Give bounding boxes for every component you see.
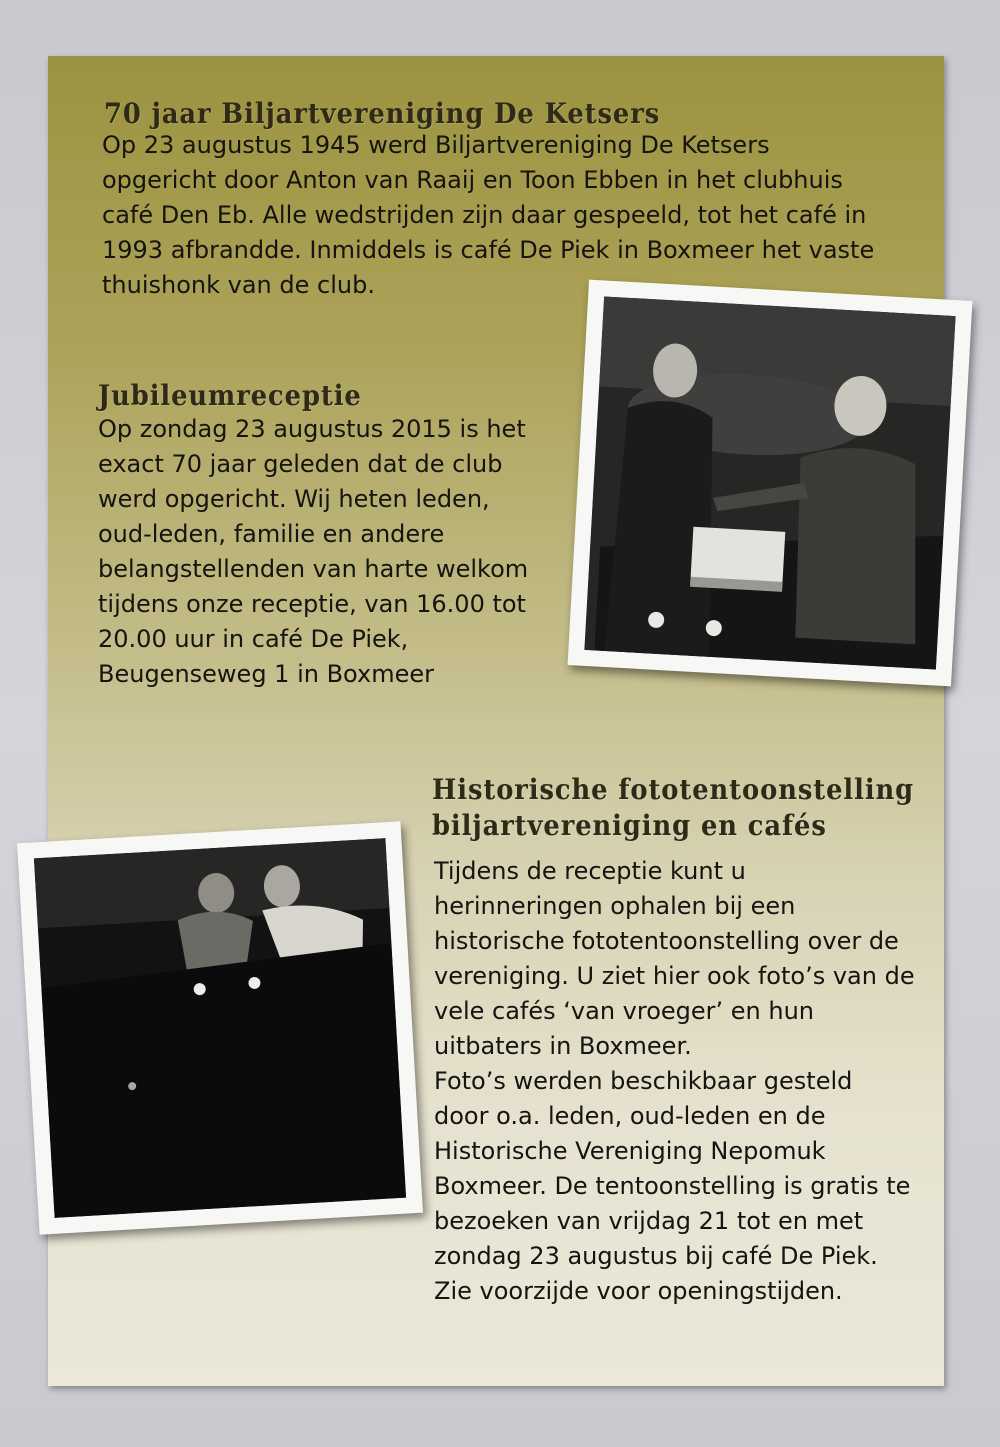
billiards-scene-illustration	[34, 838, 406, 1218]
text-line: werd opgericht. Wij heten leden,	[98, 485, 490, 513]
text-line: zondag 23 augustus bij café De Piek.	[434, 1242, 878, 1270]
section-text-exhibition	[434, 854, 915, 1309]
text-line: Tijdens de receptie kunt u	[434, 857, 746, 885]
photo-billiards	[17, 821, 423, 1234]
text-line: Op zondag 23 augustus 2015 is het	[98, 415, 526, 443]
text-line: belangstellenden van harte welkom	[98, 555, 529, 583]
section-title-exhibition	[432, 772, 914, 844]
text-line: herinneringen ophalen bij een	[434, 892, 796, 920]
section-text-anniversary	[102, 128, 874, 303]
text-line: exact 70 jaar geleden dat de club	[98, 450, 503, 478]
text-line: uitbaters in Boxmeer.	[434, 1032, 692, 1060]
text-line: Boxmeer. De tentoonstelling is gratis te	[434, 1172, 911, 1200]
photo-handshake-image	[584, 296, 955, 669]
text-line: café Den Eb. Alle wedstrijden zijn daar gespeeld, tot het café in	[102, 201, 867, 229]
section-text-reception	[98, 412, 528, 692]
text-line: Op 23 augustus 1945 werd Biljartvereniging De Ketsers	[102, 131, 770, 159]
section-title-anniversary: 70 jaar Biljartvereniging De Ketsers	[104, 97, 661, 130]
section-title-reception: Jubileumreceptie	[98, 379, 362, 412]
text-line: historische fototentoonstelling over de	[434, 927, 899, 955]
text-line: oud-leden, familie en andere	[98, 520, 445, 548]
photo-billiards-image	[34, 838, 406, 1218]
text-line: Foto’s werden beschikbaar gesteld	[434, 1067, 853, 1095]
section-title-exhibition-line2: biljartvereniging en cafés	[432, 809, 827, 842]
text-line: Beugenseweg 1 in Boxmeer	[98, 660, 434, 688]
text-line: vereniging. U ziet hier ook foto’s van de	[434, 962, 915, 990]
text-line: Zie voorzijde voor openingstijden.	[434, 1277, 843, 1305]
text-line: thuishonk van de club.	[102, 271, 375, 299]
text-line: bezoeken van vrijdag 21 tot en met	[434, 1207, 864, 1235]
section-title-exhibition-line1: Historische fototentoonstelling	[432, 773, 915, 806]
text-line: 20.00 uur in café De Piek,	[98, 625, 409, 653]
text-line: 1993 afbrandde. Inmiddels is café De Piek in Boxmeer het vaste	[102, 236, 875, 264]
text-line: tijdens onze receptie, van 16.00 tot	[98, 590, 526, 618]
text-line: Historische Vereniging Nepomuk	[434, 1137, 826, 1165]
photo-handshake	[568, 280, 973, 687]
handshake-scene-illustration	[584, 296, 955, 669]
text-line: door o.a. leden, oud-leden en de	[434, 1102, 826, 1130]
text-line: opgericht door Anton van Raaij en Toon Ebben in het clubhuis	[102, 166, 843, 194]
text-line: vele cafés ‘van vroeger’ en hun	[434, 997, 815, 1025]
